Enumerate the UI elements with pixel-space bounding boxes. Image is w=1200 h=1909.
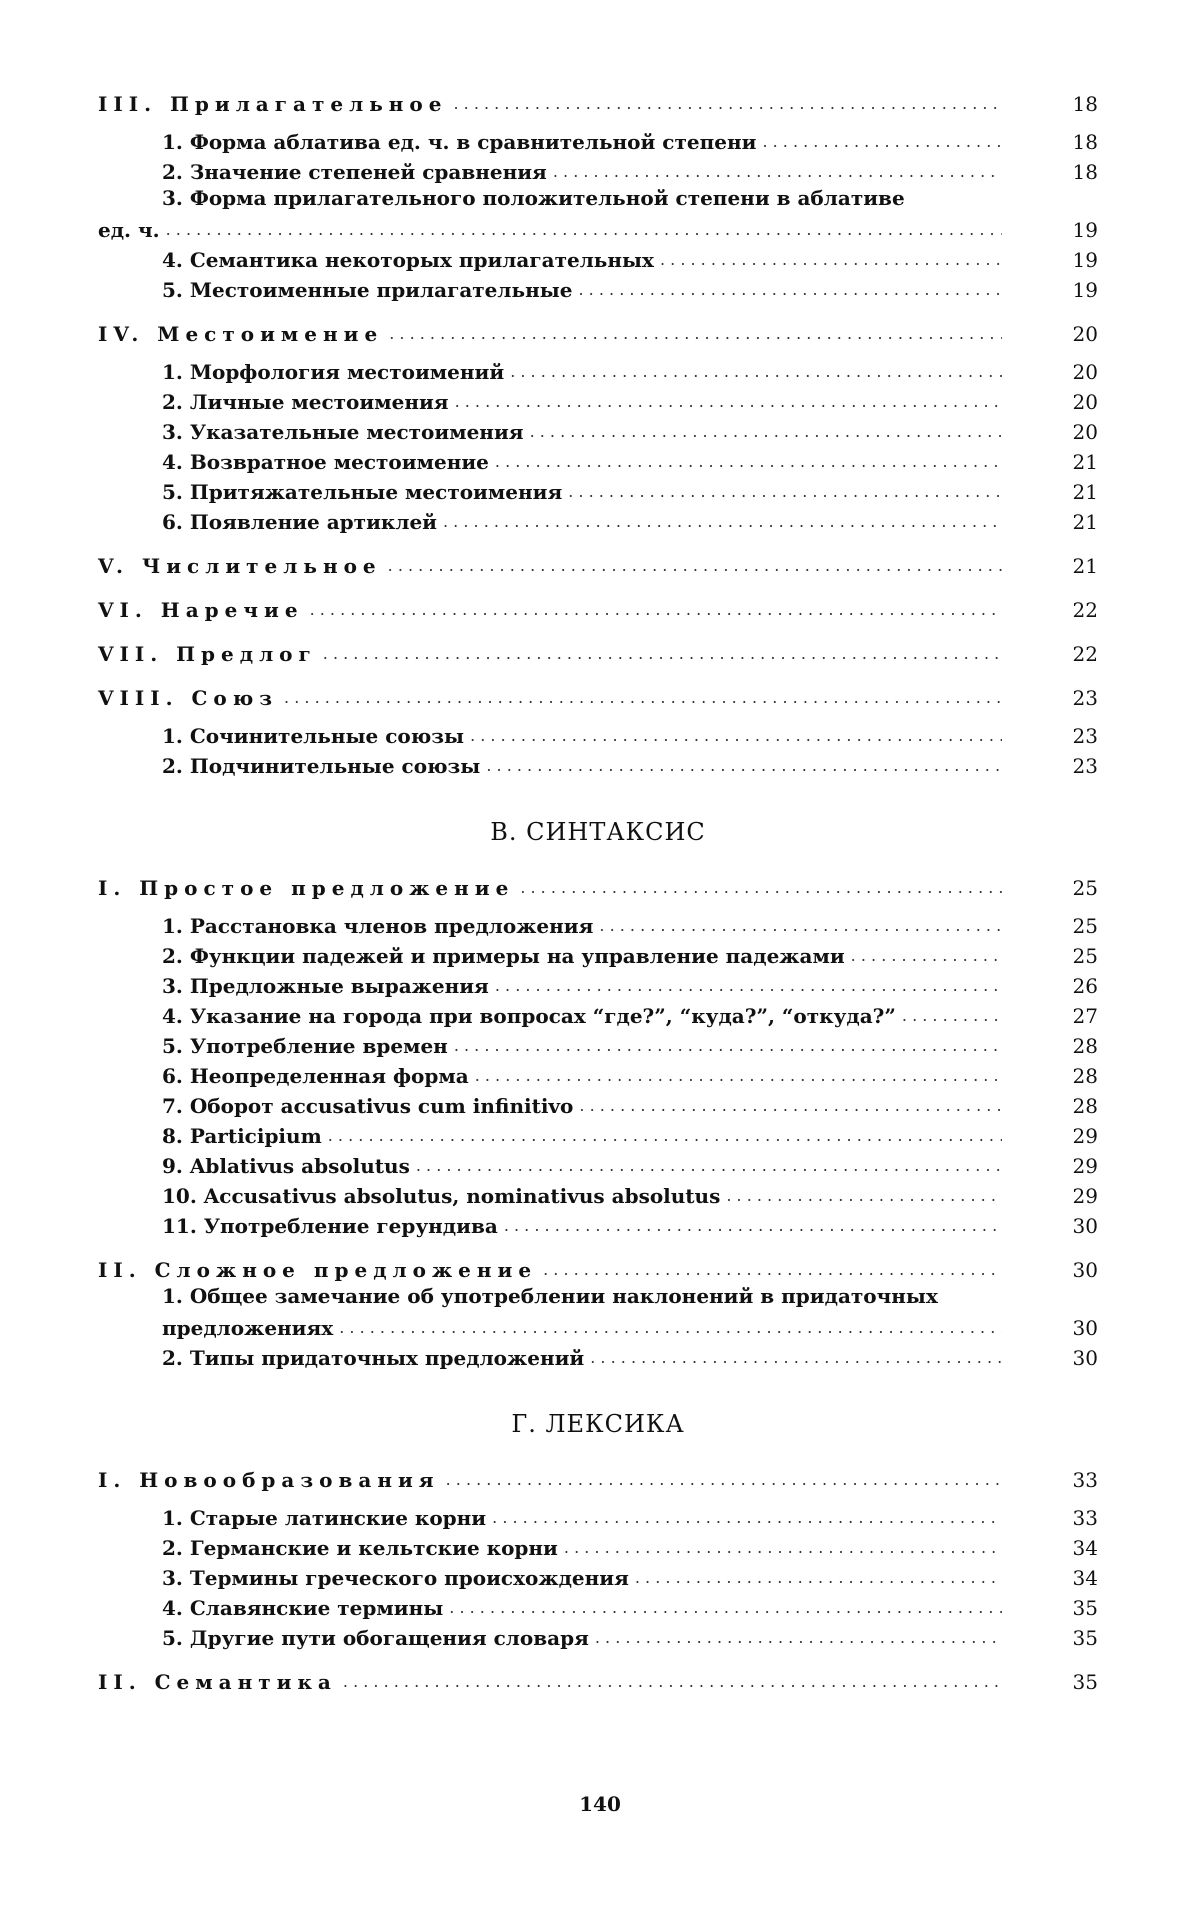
page-number: 140	[579, 1792, 621, 1816]
entry-title: IV. Местоимение	[98, 322, 384, 346]
leader-dots	[388, 554, 1002, 578]
leader-dots	[454, 1034, 1002, 1058]
toc-sub-entry	[98, 444, 1098, 474]
entry-title: 1. Форма аблатива ед. ч. в сравнительной степени	[162, 130, 757, 154]
entry-page: 28	[1072, 1094, 1098, 1118]
entry-page: 22	[1072, 598, 1098, 622]
entry-title-line2: предложениях	[162, 1316, 334, 1340]
toc-sub-entry	[98, 1500, 1098, 1530]
leader-dots	[635, 1566, 1002, 1590]
leader-dots	[446, 1468, 1002, 1492]
entry-page: 21	[1072, 480, 1098, 504]
entry-title: I. Простое предложение	[98, 876, 515, 900]
leader-dots	[495, 974, 1002, 998]
entry-page: 35	[1072, 1626, 1098, 1650]
leader-dots	[851, 944, 1002, 968]
entry-title: 4. Славянские термины	[162, 1596, 444, 1620]
entry-title: 2. Личные местоимения	[162, 390, 449, 414]
toc-sub-entry	[98, 1148, 1098, 1178]
leader-dots	[323, 642, 1002, 666]
leader-dots	[166, 218, 1002, 242]
entry-page: 23	[1072, 686, 1098, 710]
toc-sub-entry	[98, 968, 1098, 998]
entry-title: 3. Указательные местоимения	[162, 420, 524, 444]
toc-sub-entry	[98, 998, 1098, 1028]
leader-dots	[510, 360, 1002, 384]
leader-dots	[339, 1316, 1002, 1340]
toc-main-entry	[98, 548, 1098, 578]
leader-dots	[486, 754, 1002, 778]
entry-title: 1. Морфология местоимений	[162, 360, 505, 384]
leader-dots	[284, 686, 1002, 710]
entry-page: 33	[1072, 1468, 1098, 1492]
entry-page: 20	[1072, 322, 1098, 346]
leader-dots	[453, 92, 1002, 116]
entry-title: VIII. Союз	[98, 686, 279, 710]
entry-page: 23	[1072, 724, 1098, 748]
toc-sub-entry	[98, 748, 1098, 778]
entry-title: 6. Появление артиклей	[162, 510, 437, 534]
toc-sub-entry	[98, 242, 1098, 272]
toc-sub-entry	[98, 212, 1098, 242]
toc-sub-entry	[98, 1310, 1098, 1340]
toc-sub-entry	[98, 1118, 1098, 1148]
entry-page: 27	[1072, 1004, 1098, 1028]
entry-title: 7. Оборот accusativus cum infinitivo	[162, 1094, 574, 1118]
entry-title: 6. Неопределенная форма	[162, 1064, 469, 1088]
entry-title: 3. Предложные выражения	[162, 974, 489, 998]
entry-title: 4. Возвратное местоимение	[162, 450, 489, 474]
leader-dots	[449, 1596, 1002, 1620]
entry-page: 35	[1072, 1670, 1098, 1694]
toc-sub-entry	[98, 1590, 1098, 1620]
leader-dots	[726, 1184, 1002, 1208]
entry-title: I. Новообразования	[98, 1468, 440, 1492]
entry-page: 33	[1072, 1506, 1098, 1530]
toc-sub-entry	[98, 354, 1098, 384]
leader-dots	[579, 1094, 1002, 1118]
entry-title: 1. Старые латинские корни	[162, 1506, 487, 1530]
leader-dots	[443, 510, 1002, 534]
leader-dots	[530, 420, 1002, 444]
toc-sub-entry	[98, 1058, 1098, 1088]
toc-main-entry	[98, 316, 1098, 346]
entry-page: 28	[1072, 1034, 1098, 1058]
leader-dots	[310, 598, 1002, 622]
entry-title: 2. Типы придаточных предложений	[162, 1346, 585, 1370]
entry-page: 23	[1072, 754, 1098, 778]
entry-title: 2. Функции падежей и примеры на управление падежами	[162, 944, 845, 968]
entry-page: 19	[1072, 278, 1098, 302]
toc-sub-entry	[98, 718, 1098, 748]
entry-page: 28	[1072, 1064, 1098, 1088]
entry-page: 34	[1072, 1566, 1098, 1590]
entry-page: 21	[1072, 510, 1098, 534]
entry-title: 10. Accusativus absolutus, nominativus absolutus	[162, 1184, 721, 1208]
entry-title: 2. Значение степеней сравнения	[162, 160, 547, 184]
entry-page: 22	[1072, 642, 1098, 666]
entry-title: 5. Притяжательные местоимения	[162, 480, 563, 504]
toc-sub-entry	[98, 414, 1098, 444]
leader-dots	[492, 1506, 1002, 1530]
entry-page: 26	[1072, 974, 1098, 998]
entry-page: 18	[1072, 92, 1098, 116]
toc-main-entry	[98, 592, 1098, 622]
toc-main-entry	[98, 1462, 1098, 1492]
leader-dots	[595, 1626, 1002, 1650]
entry-title: 2. Подчинительные союзы	[162, 754, 481, 778]
toc-main-entry	[98, 636, 1098, 666]
entry-title: 4. Указание на города при вопросах “где?”, “куда?”, “откуда?”	[162, 1004, 896, 1028]
entry-page: 20	[1072, 390, 1098, 414]
leader-dots	[328, 1124, 1002, 1148]
entry-page: 21	[1072, 554, 1098, 578]
leader-dots	[660, 248, 1002, 272]
leader-dots	[553, 160, 1002, 184]
toc-main-entry	[98, 870, 1098, 900]
entry-title: 5. Употребление времен	[162, 1034, 448, 1058]
entry-page: 29	[1072, 1184, 1098, 1208]
toc-sub-entry	[98, 474, 1098, 504]
toc-sub-entry	[98, 1208, 1098, 1238]
entry-title: 4. Семантика некоторых прилагательных	[162, 248, 654, 272]
toc-sub-entry	[98, 124, 1098, 154]
toc-sub-entry	[98, 272, 1098, 302]
entry-title: 8. Participium	[162, 1124, 322, 1148]
leader-dots	[520, 876, 1002, 900]
entry-title: 2. Германские и кельтские корни	[162, 1536, 558, 1560]
leader-dots	[455, 390, 1002, 414]
toc-sub-entry	[98, 1560, 1098, 1590]
leader-dots	[762, 130, 1002, 154]
toc-sub-entry	[98, 1620, 1098, 1650]
entry-title: 9. Ablativus absolutus	[162, 1154, 410, 1178]
entry-page: 25	[1072, 914, 1098, 938]
toc-sub-entry	[98, 908, 1098, 938]
leader-dots	[343, 1670, 1002, 1694]
entry-page: 25	[1072, 944, 1098, 968]
entry-title: VI. Наречие	[98, 598, 304, 622]
toc-sub-entry	[98, 1340, 1098, 1370]
leader-dots	[416, 1154, 1002, 1178]
section-heading: Г. ЛЕКСИКА	[511, 1410, 685, 1438]
entry-title: II. Семантика	[98, 1670, 337, 1694]
entry-page: 20	[1072, 420, 1098, 444]
leader-dots	[564, 1536, 1002, 1560]
entry-title: 11. Употребление герундива	[162, 1214, 498, 1238]
section-heading: В. СИНТАКСИС	[490, 818, 706, 846]
leader-dots	[495, 450, 1002, 474]
entry-page: 20	[1072, 360, 1098, 384]
entry-title: 3. Термины греческого происхождения	[162, 1566, 629, 1590]
toc-sub-entry	[98, 1028, 1098, 1058]
leader-dots	[902, 1004, 1002, 1028]
entry-page: 30	[1072, 1316, 1098, 1340]
entry-page: 30	[1072, 1346, 1098, 1370]
leader-dots	[543, 1258, 1002, 1282]
table-of-contents	[98, 86, 1098, 1694]
leader-dots	[579, 278, 1003, 302]
leader-dots	[590, 1346, 1002, 1370]
entry-title: II. Сложное предложение	[98, 1258, 538, 1282]
entry-title: VII. Предлог	[98, 642, 317, 666]
entry-page: 19	[1072, 248, 1098, 272]
toc-sub-entry	[98, 1088, 1098, 1118]
entry-title-line1: 1. Общее замечание об употреблении наклонений в придаточных	[162, 1284, 938, 1308]
entry-page: 30	[1072, 1214, 1098, 1238]
entry-title: 1. Расстановка членов предложения	[162, 914, 594, 938]
entry-title: V. Числительное	[98, 554, 382, 578]
entry-page: 21	[1072, 450, 1098, 474]
entry-page: 30	[1072, 1258, 1098, 1282]
toc-main-entry	[98, 86, 1098, 116]
toc-sub-entry	[98, 504, 1098, 534]
entry-page: 29	[1072, 1124, 1098, 1148]
leader-dots	[389, 322, 1002, 346]
leader-dots	[568, 480, 1002, 504]
entry-page: 18	[1072, 160, 1098, 184]
entry-title-line1: 3. Форма прилагательного положительной степени в аблативе	[162, 186, 905, 210]
toc-sub-entry	[98, 154, 1098, 184]
entry-title: 5. Другие пути обогащения словаря	[162, 1626, 589, 1650]
entry-page: 25	[1072, 876, 1098, 900]
leader-dots	[599, 914, 1002, 938]
entry-page: 34	[1072, 1536, 1098, 1560]
entry-page: 18	[1072, 130, 1098, 154]
toc-main-entry	[98, 680, 1098, 710]
entry-page: 35	[1072, 1596, 1098, 1620]
entry-title-line2: ед. ч.	[98, 218, 160, 242]
leader-dots	[475, 1064, 1002, 1088]
entry-page: 29	[1072, 1154, 1098, 1178]
toc-sub-entry	[98, 1530, 1098, 1560]
entry-title: III. Прилагательное	[98, 92, 448, 116]
leader-dots	[470, 724, 1002, 748]
toc-main-entry	[98, 1252, 1098, 1282]
entry-title: 5. Местоименные прилагательные	[162, 278, 573, 302]
entry-page: 19	[1072, 218, 1098, 242]
leader-dots	[504, 1214, 1002, 1238]
toc-sub-entry	[98, 384, 1098, 414]
entry-title: 1. Сочинительные союзы	[162, 724, 465, 748]
toc-sub-entry	[98, 938, 1098, 968]
toc-main-entry	[98, 1664, 1098, 1694]
toc-sub-entry	[98, 1178, 1098, 1208]
